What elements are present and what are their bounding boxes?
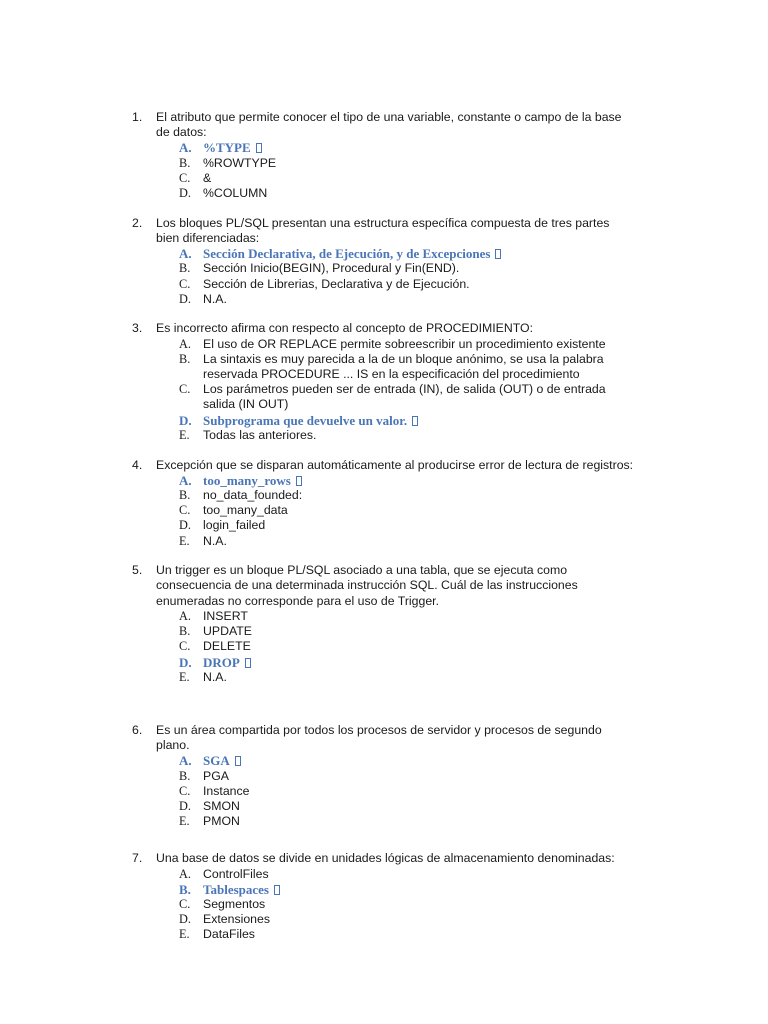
option-text: La sintaxis es muy parecida a la de un bloque anónimo, se usa la palabra reservada PROCEDURE ... IS en la especificación del procedimiento: [203, 351, 604, 382]
question-5: [0, 563, 768, 685]
option-letter: D.: [179, 412, 192, 428]
option: [0, 534, 768, 549]
option-letter: C.: [179, 783, 191, 798]
options-list: [0, 473, 768, 549]
correct-option: [0, 140, 768, 155]
question-number: 2.: [132, 215, 143, 230]
question-text: Es incorrecto afirma con respecto al concepto de PROCEDIMIENTO:: [156, 321, 534, 336]
option: [0, 518, 768, 533]
options-list: [0, 609, 768, 685]
option: [0, 670, 768, 685]
question-number: 4.: [132, 457, 143, 472]
option-text: Los parámetros pueden ser de entrada (IN), de salida (OUT) o de entrada salida (IN OUT): [203, 382, 606, 412]
check-mark-icon: [274, 885, 280, 895]
option-text-wrap: [203, 784, 663, 799]
option-letter: A.: [179, 608, 191, 623]
correct-option: [0, 753, 768, 768]
option: [0, 624, 768, 639]
option: [0, 912, 768, 927]
option-text-wrap: [203, 639, 663, 654]
option-text-wrap: [203, 624, 663, 639]
question-4: [0, 458, 768, 549]
option-text: PMON: [203, 814, 240, 829]
option-text-wrap: [203, 609, 663, 624]
option-letter: B.: [179, 768, 191, 783]
question-number: 3.: [132, 321, 143, 336]
question-7: [0, 851, 768, 942]
option-text-wrap: [203, 769, 663, 784]
check-mark-icon: [296, 476, 302, 486]
option-text-wrap: [203, 753, 663, 768]
quiz-document: [0, 110, 768, 957]
option-letter: E.: [179, 814, 190, 829]
option-text: PGA: [203, 768, 229, 783]
option-text: Tablespaces: [203, 881, 269, 897]
option-text: Sección Inicio(BEGIN), Procedural y Fin(END).: [203, 261, 460, 276]
option-text: %TYPE: [203, 140, 251, 156]
option-text-wrap: [203, 534, 663, 549]
question-number: 6.: [132, 722, 143, 737]
option-text: N.A.: [203, 669, 227, 684]
option: [0, 897, 768, 912]
option-text: Instance: [203, 783, 250, 798]
correct-option: [0, 246, 768, 261]
option-text-wrap: [203, 337, 663, 352]
option-text: &: [203, 170, 212, 185]
option-text-wrap: [203, 912, 663, 927]
correct-option: [0, 413, 768, 428]
option-text-wrap: [203, 171, 663, 186]
question-number: 7.: [132, 851, 143, 866]
option-text-wrap: [203, 413, 663, 428]
question-2: [0, 216, 768, 307]
question-3: [0, 321, 768, 443]
correct-option: [0, 655, 768, 670]
option-text-wrap: [203, 382, 663, 412]
option: [0, 639, 768, 654]
option-letter: B.: [179, 487, 191, 502]
option-letter: B.: [179, 155, 191, 170]
question-6: [0, 723, 768, 829]
option: [0, 337, 768, 352]
option: [0, 261, 768, 276]
options-list: [0, 867, 768, 943]
option-text-wrap: [203, 882, 663, 897]
correct-option: [0, 473, 768, 488]
option-letter: C.: [179, 503, 191, 518]
option-text-wrap: [203, 670, 663, 685]
option-letter: A.: [179, 753, 192, 769]
option-text: Subprograma que devuelve un valor.: [203, 412, 408, 428]
option-text-wrap: [203, 261, 663, 276]
option-text-wrap: [203, 488, 663, 503]
option-letter: A.: [179, 866, 191, 881]
option-letter: D.: [179, 654, 192, 670]
question-text: Excepción que se disparan automáticamente al producirse error de lectura de registros:: [156, 457, 634, 472]
option-letter: C.: [179, 276, 191, 291]
option: [0, 382, 768, 412]
check-mark-icon: [235, 756, 241, 766]
option-text: %COLUMN: [203, 186, 268, 201]
option: [0, 799, 768, 814]
option: [0, 503, 768, 518]
check-mark-icon: [256, 143, 262, 153]
option-letter: D.: [179, 798, 191, 813]
option-text-wrap: [203, 503, 663, 518]
option-text: Segmentos: [203, 896, 266, 911]
option-text: %ROWTYPE: [203, 155, 277, 170]
question-number: 5.: [132, 563, 143, 578]
option-text: Sección Declarativa, de Ejecución, y de Excepciones: [203, 246, 491, 262]
option-text-wrap: [203, 897, 663, 912]
question-text: El atributo que permite conocer el tipo de una variable, constante o campo de la base de datos:: [156, 110, 622, 140]
option-letter: C.: [179, 382, 191, 397]
question-text: Una base de datos se divide en unidades lógicas de almacenamiento denominadas:: [156, 851, 615, 866]
option-text-wrap: [203, 799, 663, 814]
option-text-wrap: [203, 156, 663, 171]
option-text: El uso de OR REPLACE permite sobreescribir un procedimiento existente: [203, 336, 606, 351]
option-text: INSERT: [203, 608, 248, 623]
question-text: Es un área compartida por todos los procesos de servidor y procesos de segundo plano.: [156, 722, 602, 753]
question-text: Los bloques PL/SQL presentan una estructura específica compuesta de tres partes bien diferenciadas:: [156, 215, 610, 245]
option-text: login_failed: [203, 518, 266, 533]
option-letter: A.: [179, 140, 192, 156]
option: [0, 814, 768, 829]
option: [0, 609, 768, 624]
options-list: [0, 753, 768, 829]
check-mark-icon: [412, 416, 418, 426]
option: [0, 277, 768, 292]
option-letter: C.: [179, 170, 191, 185]
option-letter: E.: [179, 927, 190, 942]
check-mark-icon: [245, 658, 251, 668]
option-letter: D.: [179, 186, 191, 201]
option-text: no_data_founded:: [203, 487, 303, 502]
option-text: SGA: [203, 753, 230, 769]
option-letter: B.: [179, 261, 191, 276]
option: [0, 352, 768, 382]
correct-option: [0, 882, 768, 897]
option-text-wrap: [203, 428, 663, 443]
check-mark-icon: [495, 249, 501, 259]
option-text-wrap: [203, 352, 663, 382]
option: [0, 927, 768, 942]
option-text-wrap: [203, 140, 663, 155]
option-letter: B.: [179, 881, 191, 897]
option-text: too_many_rows: [203, 472, 291, 488]
option-text-wrap: [203, 473, 663, 488]
options-list: [0, 140, 768, 201]
option-text-wrap: [203, 277, 663, 292]
option-text: too_many_data: [203, 503, 288, 518]
option-letter: E.: [179, 533, 190, 548]
option: [0, 867, 768, 882]
option-letter: E.: [179, 427, 190, 442]
option-letter: A.: [179, 472, 192, 488]
option-letter: B.: [179, 624, 191, 639]
option-text: DELETE: [203, 639, 251, 654]
option: [0, 156, 768, 171]
option: [0, 784, 768, 799]
option-text: UPDATE: [203, 624, 252, 639]
option-letter: C.: [179, 639, 191, 654]
options-list: [0, 337, 768, 443]
option-text: N.A.: [203, 291, 227, 306]
option-letter: C.: [179, 896, 191, 911]
option-letter: D.: [179, 291, 191, 306]
option: [0, 488, 768, 503]
option: [0, 428, 768, 443]
option-text-wrap: [203, 814, 663, 829]
option-text-wrap: [203, 655, 663, 670]
question-number: 1.: [132, 110, 143, 124]
option-text: N.A.: [203, 533, 227, 548]
option-text-wrap: [203, 186, 663, 201]
option: [0, 171, 768, 186]
option-letter: A.: [179, 336, 191, 351]
option-text-wrap: [203, 867, 663, 882]
option-letter: B.: [179, 351, 191, 366]
option-letter: E.: [179, 669, 190, 684]
option-text: DROP: [203, 654, 240, 670]
option-text: DataFiles: [203, 927, 255, 942]
question-1: [0, 110, 768, 201]
option-letter: D.: [179, 912, 191, 927]
option-text: Todas las anteriores.: [203, 427, 317, 442]
option: [0, 186, 768, 201]
option: [0, 292, 768, 307]
option-text: ControlFiles: [203, 866, 269, 881]
option-text-wrap: [203, 518, 663, 533]
option-text: Sección de Librerias, Declarativa y de Ejecución.: [203, 276, 470, 291]
option-text: SMON: [203, 798, 240, 813]
option-text-wrap: [203, 927, 663, 942]
option-text-wrap: [203, 292, 663, 307]
option-letter: D.: [179, 518, 191, 533]
options-list: [0, 246, 768, 307]
option-letter: A.: [179, 246, 192, 262]
question-text: Un trigger es un bloque PL/SQL asociado a una tabla, que se ejecuta como consecuencia de una determinada instrucción SQL. Cuál de las instrucciones enumeradas no corresponde para el uso de Trigger.: [156, 563, 578, 608]
option: [0, 769, 768, 784]
option-text: Extensiones: [203, 912, 270, 927]
option-text-wrap: [203, 246, 663, 261]
